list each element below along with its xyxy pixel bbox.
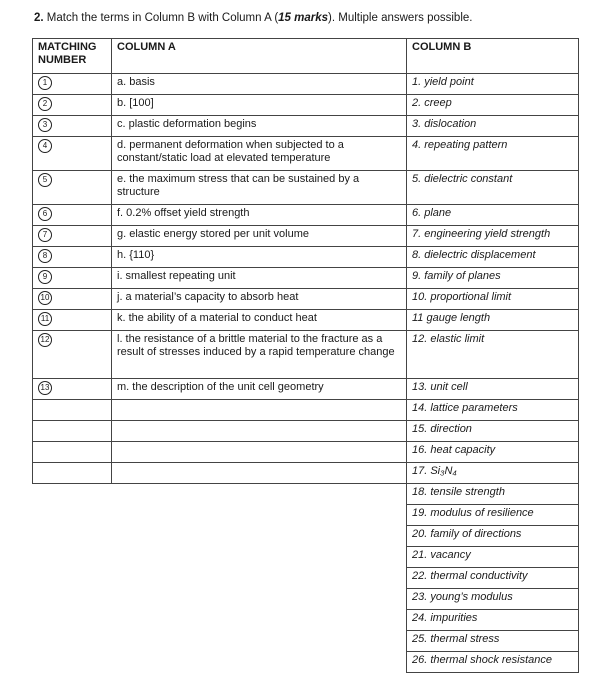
column-b-cell: 19. modulus of resilience [407,505,579,526]
table-row [33,171,579,205]
circled-number: 6 [38,207,52,221]
header-row [33,39,579,74]
matching-number-cell[interactable] [33,289,112,310]
circled-number: 5 [38,173,52,187]
table-row [33,652,579,673]
column-b-cell: 7. engineering yield strength [407,226,579,247]
table-row [33,526,579,547]
blank-cell [33,589,407,610]
column-a-cell [112,442,407,463]
matching-number-cell[interactable] [33,310,112,331]
circled-number: 9 [38,270,52,284]
column-b-cell: 26. thermal shock resistance [407,652,579,673]
matching-number-cell[interactable] [33,268,112,289]
column-b-cell: 16. heat capacity [407,442,579,463]
column-a-cell: k. the ability of a material to conduct heat [112,310,407,331]
table-row [33,631,579,652]
table-row [33,484,579,505]
column-b-cell: 11 gauge length [407,310,579,331]
column-a-cell: c. plastic deformation begins [112,116,407,137]
blank-cell [33,526,407,547]
table-row [33,310,579,331]
table-row [33,247,579,268]
column-a-cell: d. permanent deformation when subjected to a constant/static load at elevated temperature [112,137,407,171]
table-row [33,589,579,610]
circled-number: 10 [38,291,52,305]
column-b-cell: 10. proportional limit [407,289,579,310]
table-row [33,610,579,631]
matching-number-cell[interactable] [33,171,112,205]
matching-number-cell[interactable] [33,95,112,116]
matching-number-cell[interactable] [33,226,112,247]
circled-number: 2 [38,97,52,111]
blank-cell [33,610,407,631]
question-heading [34,12,472,24]
table-row [33,331,579,379]
table-row [33,400,579,421]
matching-number-cell[interactable] [33,74,112,95]
table-row [33,463,579,484]
question-text-end: ). Multiple answers possible. [328,12,473,24]
column-b-cell: 14. lattice parameters [407,400,579,421]
column-a-cell: e. the maximum stress that can be sustained by a structure [112,171,407,205]
matching-number-cell[interactable] [33,379,112,400]
circled-number: 11 [38,312,52,326]
column-b-cell: 8. dielectric displacement [407,247,579,268]
circled-number: 12 [38,333,52,347]
table-row [33,74,579,95]
circled-number: 1 [38,76,52,90]
column-b-cell: 23. young’s modulus [407,589,579,610]
column-b-cell: 4. repeating pattern [407,137,579,171]
table-row [33,547,579,568]
matching-number-cell[interactable] [33,205,112,226]
matching-number-cell[interactable] [33,116,112,137]
table-row [33,205,579,226]
table-row [33,95,579,116]
column-b-cell: 5. dielectric constant [407,171,579,205]
column-a-cell: b. [100] [112,95,407,116]
column-a-cell: a. basis [112,74,407,95]
blank-cell [33,631,407,652]
column-b-cell: 2. creep [407,95,579,116]
matching-table [32,38,579,673]
column-b-cell: 1. yield point [407,74,579,95]
matching-number-cell[interactable] [33,331,112,379]
table-row [33,116,579,137]
header-column-b: COLUMN B [407,39,579,74]
blank-cell [33,484,407,505]
column-b-cell: 18. tensile strength [407,484,579,505]
table-row [33,137,579,171]
table-row [33,421,579,442]
column-b-cell: 6. plane [407,205,579,226]
header-column-a: COLUMN A [112,39,407,74]
matching-number-cell[interactable] [33,421,112,442]
column-b-cell: 3. dislocation [407,116,579,137]
circled-number: 7 [38,228,52,242]
column-b-cell: 15. direction [407,421,579,442]
blank-cell [33,568,407,589]
matching-number-cell[interactable] [33,442,112,463]
column-a-cell: g. elastic energy stored per unit volume [112,226,407,247]
circled-number: 4 [38,139,52,153]
matching-number-cell[interactable] [33,137,112,171]
column-b-cell: 12. elastic limit [407,331,579,379]
column-a-cell: l. the resistance of a brittle material to the fracture as a result of stresses induced by a rapid temperature change [112,331,407,379]
column-a-cell [112,463,407,484]
circled-number: 13 [38,381,52,395]
table-body [33,74,579,673]
table-row [33,442,579,463]
table-row [33,289,579,310]
column-a-cell [112,421,407,442]
matching-number-cell[interactable] [33,247,112,268]
question-text: Match the terms in Column B with Column A ( [43,12,279,24]
column-b-cell: 25. thermal stress [407,631,579,652]
blank-cell [33,505,407,526]
column-a-cell: m. the description of the unit cell geometry [112,379,407,400]
column-b-cell: 20. family of directions [407,526,579,547]
column-a-cell: h. {110} [112,247,407,268]
matching-number-cell[interactable] [33,400,112,421]
column-b-cell: 22. thermal conductivity [407,568,579,589]
column-a-cell: j. a material’s capacity to absorb heat [112,289,407,310]
blank-cell [33,547,407,568]
column-b-cell: 21. vacancy [407,547,579,568]
matching-number-cell[interactable] [33,463,112,484]
question-marks: 15 marks [278,12,329,24]
table-row [33,268,579,289]
question-number: 2. [34,12,44,24]
blank-cell [33,652,407,673]
table-row [33,568,579,589]
table-row [33,505,579,526]
circled-number: 8 [38,249,52,263]
table-row [33,226,579,247]
column-a-cell: f. 0.2% offset yield strength [112,205,407,226]
column-b-cell: 13. unit cell [407,379,579,400]
circled-number: 3 [38,118,52,132]
column-a-cell [112,400,407,421]
column-b-cell: 17. Si₃N₄ [407,463,579,484]
header-matching-number: MATCHING NUMBER [33,39,112,74]
table-row [33,379,579,400]
column-b-cell: 24. impurities [407,610,579,631]
column-a-cell: i. smallest repeating unit [112,268,407,289]
column-b-cell: 9. family of planes [407,268,579,289]
